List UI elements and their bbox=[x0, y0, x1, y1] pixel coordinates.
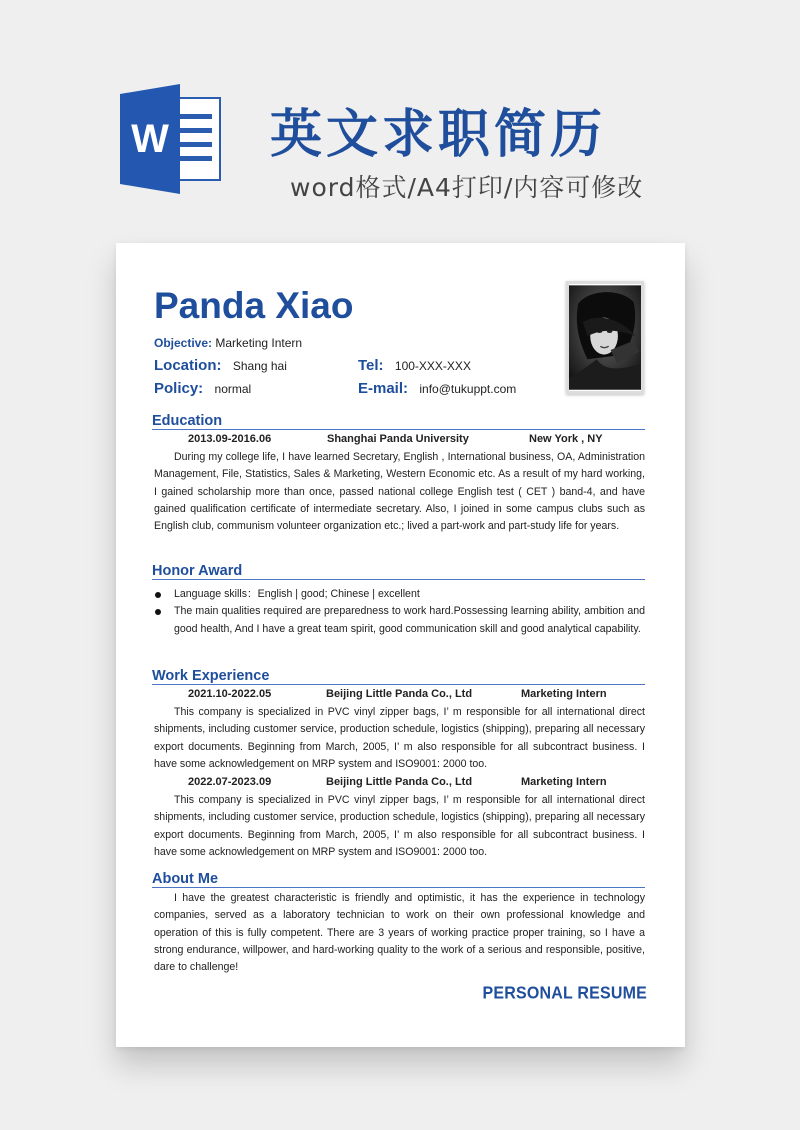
honor-item bbox=[154, 603, 645, 638]
education-place: New York , NY bbox=[529, 433, 603, 445]
policy-value: normal bbox=[214, 382, 252, 396]
portrait-photo bbox=[566, 281, 644, 394]
email-value: info@tukuppt.com bbox=[419, 382, 517, 396]
about-text: I have the greatest characteristic is friendly and optimistic, it has the experience in technology companies, served as a laboratory technician to work on their own professional knowledge and operation of this is fully competent. There are 3 years of working practice proper training, so I have a strong endurance, willpower, and hard-working quality to the work of a serious and responsible, positive, dare to challenge! bbox=[154, 892, 645, 974]
objective-label: Objective: bbox=[154, 336, 213, 350]
candidate-name: Panda Xiao bbox=[154, 285, 354, 326]
section-title-about: About Me bbox=[152, 871, 219, 887]
section-header-work bbox=[152, 665, 645, 685]
personal-resume-mark: PERSONAL RESUME bbox=[482, 984, 647, 1003]
work-company: Beijing Little Panda Co., Ltd bbox=[326, 688, 473, 700]
education-text: During my college life, I have learned Secretary, English , International business, OA, Administration Management, File, Statistics, Sales & Marketing, Western Economic etc. As a result of my hard working, I gained scholarship more than once, passed national college English test ( CET ) band-4, and have gained qualification certificate of intermediate secretary. Also, I joined in some campus clubs such as English club, communism volunteer organization etc.; lived a part-work and part-study life for years. bbox=[154, 451, 645, 533]
work-company: Beijing Little Panda Co., Ltd bbox=[326, 776, 473, 788]
work-description bbox=[154, 792, 645, 861]
education-description bbox=[154, 449, 645, 535]
email-label: E-mail: bbox=[358, 380, 409, 397]
work-role: Marketing Intern bbox=[521, 776, 607, 788]
work-description bbox=[154, 704, 645, 773]
email-line bbox=[358, 380, 516, 397]
honor-item bbox=[154, 586, 645, 603]
location-label: Location: bbox=[154, 357, 222, 374]
objective-line bbox=[154, 336, 302, 350]
work-date: 2021.10-2022.05 bbox=[188, 688, 272, 700]
honor-list bbox=[154, 586, 645, 638]
resume-page bbox=[116, 243, 685, 1047]
word-document-icon bbox=[118, 84, 226, 194]
tel-value: 100-XXX-XXX bbox=[394, 359, 471, 373]
banner-subtitle: word格式/A4打印/内容可修改 bbox=[290, 173, 644, 202]
tel-label: Tel: bbox=[358, 357, 384, 374]
objective-value: Marketing Intern bbox=[215, 336, 303, 350]
honor-item-text: The main qualities required are preparedness to work hard.Possessing learning ability, ambition and good health, And I have a great team spirit, good communication skill and good analytical capability. bbox=[174, 605, 645, 635]
tel-line bbox=[358, 357, 471, 374]
about-description bbox=[154, 890, 645, 976]
location-line bbox=[154, 357, 287, 374]
section-header-honor bbox=[152, 560, 645, 580]
honor-item-text: Language skills：English | good; Chinese | excellent bbox=[174, 588, 420, 600]
policy-label: Policy: bbox=[154, 380, 204, 397]
word-icon-letter: W bbox=[131, 117, 169, 161]
education-school: Shanghai Panda University bbox=[327, 433, 469, 445]
section-header-education bbox=[152, 410, 645, 430]
work-date: 2022.07-2023.09 bbox=[188, 776, 272, 788]
bullet-icon bbox=[155, 592, 161, 598]
work-role: Marketing Intern bbox=[521, 688, 607, 700]
section-title-work: Work Experience bbox=[152, 668, 270, 684]
section-header-about bbox=[152, 868, 645, 888]
banner-title: 英文求职简历 bbox=[270, 105, 607, 165]
policy-line bbox=[154, 380, 251, 397]
bullet-icon bbox=[155, 609, 161, 615]
location-value: Shang hai bbox=[232, 359, 287, 373]
work-text: This company is specialized in PVC vinyl zipper bags, I’ m responsible for all international direct shipments, including customer service, production schedule, logistics (shipping), preparing all necessary export documents. Beginning from March, 2005, I’ m also responsible for all subcontract business. I have some acknowledgement on MRP system and ISO9001: 2000 too. bbox=[154, 794, 645, 858]
section-title-education: Education bbox=[152, 413, 223, 429]
section-title-honor: Honor Award bbox=[152, 563, 243, 579]
work-text: This company is specialized in PVC vinyl zipper bags, I’ m responsible for all international direct shipments, including customer service, production schedule, logistics (shipping), preparing all necessary export documents. Beginning from March, 2005, I’ m also responsible for all subcontract business. I have some acknowledgement on MRP system and ISO9001: 2000 too. bbox=[154, 706, 645, 770]
education-date: 2013.09-2016.06 bbox=[188, 433, 272, 445]
